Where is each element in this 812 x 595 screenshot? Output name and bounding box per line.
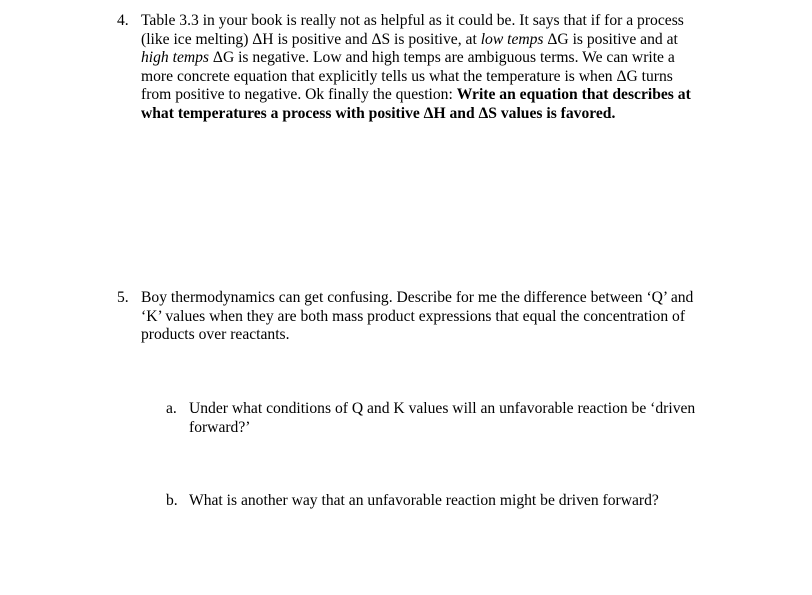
subquestion-line: forward?’: [189, 418, 251, 436]
question-line: products over reactants.: [141, 326, 290, 344]
question-number: 4.: [117, 12, 129, 29]
question-text: [141, 12, 691, 124]
question-line: Boy thermodynamics can get confusing. Describe for me the difference between ‘Q’ and: [141, 289, 694, 306]
bold-prompt: Write an equation that describes at: [456, 86, 691, 104]
subquestion-text: [189, 400, 695, 437]
question-line: ‘K’ values when they are both mass product expressions that equal the concentration of: [141, 307, 686, 325]
subquestion-line: What is another way that an unfavorable reaction might be driven forward?: [189, 492, 659, 509]
question-line: high temps ΔG is negative. Low and high temps are ambiguous terms. We can write a: [141, 49, 675, 67]
question-line: (like ice melting) ΔH is positive and ΔS is positive, at low temps ΔG is positive and at: [141, 30, 678, 48]
question-number: 5.: [117, 289, 129, 306]
subquestion-text: [189, 492, 659, 511]
bold-prompt: what temperatures a process with positive ΔH and ΔS values is favored.: [141, 104, 616, 122]
subquestion-line: Under what conditions of Q and K values will an unfavorable reaction be ‘driven: [189, 400, 696, 417]
subquestion-letter: a.: [166, 400, 177, 417]
question-line: Table 3.3 in your book is really not as helpful as it could be. It says that if for a process: [141, 12, 684, 29]
italic-phrase: low temps: [480, 30, 544, 48]
question-line: from positive to negative. Ok finally the question: Write an equation that describes at: [141, 86, 691, 104]
subquestion-letter: b.: [166, 492, 178, 509]
question-text: [141, 289, 693, 345]
italic-phrase: high temps: [141, 49, 210, 67]
question-line: more concrete equation that explicitly tells us what the temperature is when ΔG turns: [141, 67, 673, 85]
